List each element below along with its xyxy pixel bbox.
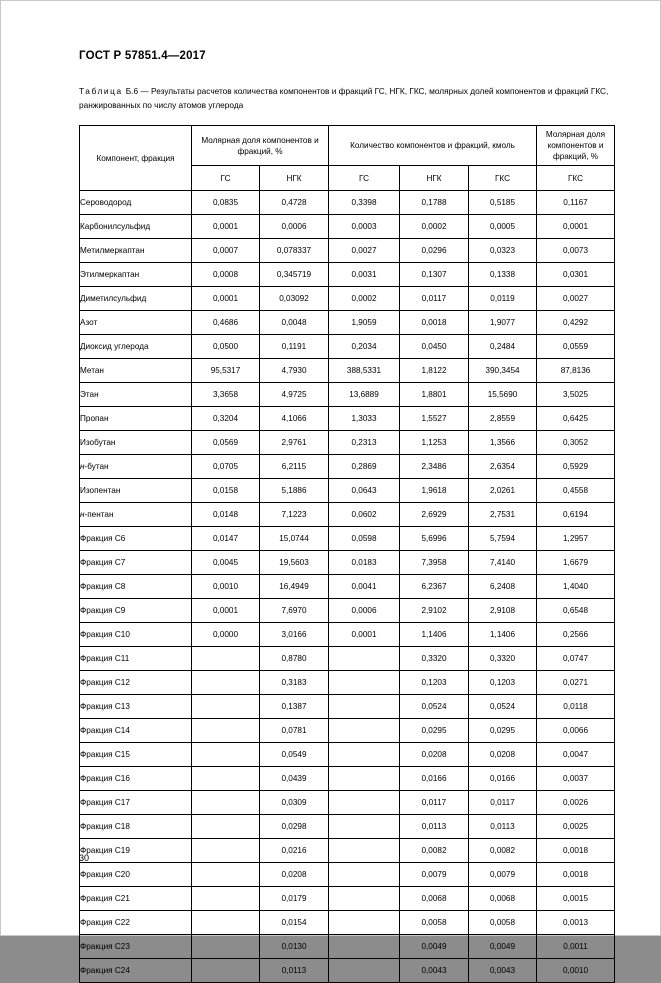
- row-value-3: 0,0183: [329, 551, 400, 575]
- row-value-5: 0,0005: [469, 215, 537, 239]
- row-value-4: 1,8801: [400, 383, 469, 407]
- row-value-2: 16,4949: [260, 575, 329, 599]
- table-row: [80, 959, 615, 983]
- row-value-4: 0,0524: [400, 695, 469, 719]
- row-value-2: 4,1066: [260, 407, 329, 431]
- row-value-2: 0,0298: [260, 815, 329, 839]
- row-value-5: 0,0049: [469, 935, 537, 959]
- row-value-4: 0,0113: [400, 815, 469, 839]
- row-value-1: 0,0010: [192, 575, 260, 599]
- row-value-6: 3,5025: [537, 383, 615, 407]
- row-value-6: 0,2566: [537, 623, 615, 647]
- row-value-3: 0,0003: [329, 215, 400, 239]
- row-value-6: 0,3052: [537, 431, 615, 455]
- header-group-molar-gks: Молярная доля компонентов и фракций, %: [537, 126, 615, 166]
- row-value-4: 0,0082: [400, 839, 469, 863]
- row-value-6: 1,2957: [537, 527, 615, 551]
- row-value-1: [192, 887, 260, 911]
- row-value-5: 0,3320: [469, 647, 537, 671]
- row-value-2: 0,4728: [260, 191, 329, 215]
- row-value-4: 0,0018: [400, 311, 469, 335]
- row-value-2: 15,0744: [260, 527, 329, 551]
- row-value-3: [329, 647, 400, 671]
- row-component-name: Фракция С9: [80, 599, 192, 623]
- table-header-group-row: [80, 126, 615, 166]
- row-value-4: 0,0068: [400, 887, 469, 911]
- table-row: [80, 335, 615, 359]
- row-value-1: [192, 935, 260, 959]
- row-value-5: 0,0079: [469, 863, 537, 887]
- row-value-2: 0,0439: [260, 767, 329, 791]
- row-value-3: [329, 911, 400, 935]
- row-value-3: [329, 839, 400, 863]
- row-value-3: 0,0001: [329, 623, 400, 647]
- row-value-1: 0,0158: [192, 479, 260, 503]
- row-value-2: 0,1191: [260, 335, 329, 359]
- row-component-name: Фракция С7: [80, 551, 192, 575]
- row-value-3: [329, 863, 400, 887]
- row-value-5: 0,0058: [469, 911, 537, 935]
- table-body: [80, 191, 615, 983]
- table-row: [80, 239, 615, 263]
- row-value-3: 0,0002: [329, 287, 400, 311]
- table-row: [80, 359, 615, 383]
- row-value-4: 7,3958: [400, 551, 469, 575]
- row-value-5: 0,2484: [469, 335, 537, 359]
- row-value-2: 7,1223: [260, 503, 329, 527]
- row-value-5: 0,0068: [469, 887, 537, 911]
- row-value-3: 0,3398: [329, 191, 400, 215]
- row-value-4: 0,0002: [400, 215, 469, 239]
- row-value-5: 2,8559: [469, 407, 537, 431]
- row-component-name: Фракция С8: [80, 575, 192, 599]
- row-value-2: 0,0179: [260, 887, 329, 911]
- row-value-3: 0,2034: [329, 335, 400, 359]
- row-value-4: 0,0079: [400, 863, 469, 887]
- row-value-2: 0,1387: [260, 695, 329, 719]
- header-sub-ngk-amount: НГК: [400, 166, 469, 191]
- row-value-1: 0,3204: [192, 407, 260, 431]
- table-row: [80, 575, 615, 599]
- row-value-3: [329, 671, 400, 695]
- row-value-6: 0,0118: [537, 695, 615, 719]
- row-value-5: 15,5690: [469, 383, 537, 407]
- row-value-2: 7,6970: [260, 599, 329, 623]
- row-value-5: 0,0117: [469, 791, 537, 815]
- row-value-3: 0,0643: [329, 479, 400, 503]
- row-value-2: 0,0781: [260, 719, 329, 743]
- row-component-name: Изобутан: [80, 431, 192, 455]
- row-value-2: 0,0154: [260, 911, 329, 935]
- row-value-6: 0,0037: [537, 767, 615, 791]
- row-value-2: 0,0208: [260, 863, 329, 887]
- row-value-2: 4,9725: [260, 383, 329, 407]
- row-value-5: 2,7531: [469, 503, 537, 527]
- row-value-5: 2,9108: [469, 599, 537, 623]
- isomer-prefix: н: [80, 510, 85, 519]
- row-value-6: 1,6679: [537, 551, 615, 575]
- row-value-2: 0,3183: [260, 671, 329, 695]
- row-value-4: 0,0117: [400, 791, 469, 815]
- row-value-6: 0,0559: [537, 335, 615, 359]
- row-component-name: Изопентан: [80, 479, 192, 503]
- table-row: [80, 263, 615, 287]
- table-row: [80, 791, 615, 815]
- row-value-2: 2,9761: [260, 431, 329, 455]
- row-component-name: Фракция С17: [80, 791, 192, 815]
- row-value-5: 1,1406: [469, 623, 537, 647]
- row-value-4: 0,0166: [400, 767, 469, 791]
- row-component-name: Фракция С24: [80, 959, 192, 983]
- header-group-amount: Количество компонентов и фракций, кмоль: [329, 126, 537, 166]
- header-component: Компонент, фракция: [80, 126, 192, 191]
- row-component-name: Сероводород: [80, 191, 192, 215]
- row-value-2: 6,2115: [260, 455, 329, 479]
- table-row: [80, 431, 615, 455]
- row-value-5: 0,0524: [469, 695, 537, 719]
- row-value-1: [192, 863, 260, 887]
- table-row: [80, 767, 615, 791]
- row-component-name: Пропан: [80, 407, 192, 431]
- row-value-1: 0,0705: [192, 455, 260, 479]
- row-value-1: 0,0148: [192, 503, 260, 527]
- row-component-name: н-бутан: [80, 455, 192, 479]
- standard-header: ГОСТ Р 57851.4—2017: [79, 50, 206, 62]
- caption-label: Таблица: [79, 86, 123, 96]
- header-sub-gs-molar: ГС: [192, 166, 260, 191]
- row-value-1: 0,0007: [192, 239, 260, 263]
- row-value-2: 5,1886: [260, 479, 329, 503]
- row-value-1: 0,0000: [192, 623, 260, 647]
- table-row: [80, 503, 615, 527]
- row-component-name: Фракция С11: [80, 647, 192, 671]
- row-component-name: Фракция С16: [80, 767, 192, 791]
- row-value-4: 1,5527: [400, 407, 469, 431]
- row-component-name: Фракция С18: [80, 815, 192, 839]
- row-value-6: 0,4558: [537, 479, 615, 503]
- row-component-name: Азот: [80, 311, 192, 335]
- row-value-4: 0,3320: [400, 647, 469, 671]
- row-component-name: Диоксид углерода: [80, 335, 192, 359]
- row-value-6: 0,0018: [537, 863, 615, 887]
- row-value-5: 0,1203: [469, 671, 537, 695]
- row-value-5: 0,0043: [469, 959, 537, 983]
- table-row: [80, 191, 615, 215]
- table-row: [80, 383, 615, 407]
- row-component-name: Фракция С22: [80, 911, 192, 935]
- row-value-3: [329, 791, 400, 815]
- row-value-5: 2,0261: [469, 479, 537, 503]
- row-value-6: 0,4292: [537, 311, 615, 335]
- row-value-5: 0,0208: [469, 743, 537, 767]
- row-value-2: 3,0166: [260, 623, 329, 647]
- row-component-name: Этилмеркаптан: [80, 263, 192, 287]
- row-value-4: 0,0295: [400, 719, 469, 743]
- row-value-1: 0,0001: [192, 287, 260, 311]
- table-row: [80, 671, 615, 695]
- row-value-5: 0,0323: [469, 239, 537, 263]
- row-value-5: 1,3566: [469, 431, 537, 455]
- row-component-name: Фракция С20: [80, 863, 192, 887]
- row-value-4: 0,1788: [400, 191, 469, 215]
- table-row: [80, 599, 615, 623]
- row-value-2: 4,7930: [260, 359, 329, 383]
- row-value-3: [329, 935, 400, 959]
- row-component-name: Фракция С21: [80, 887, 192, 911]
- row-value-6: 1,4040: [537, 575, 615, 599]
- row-value-6: 0,0013: [537, 911, 615, 935]
- row-value-6: 0,0047: [537, 743, 615, 767]
- row-value-3: 1,9059: [329, 311, 400, 335]
- row-value-6: 0,0010: [537, 959, 615, 983]
- row-component-name: Метилмеркаптан: [80, 239, 192, 263]
- row-value-2: 0,0216: [260, 839, 329, 863]
- row-component-name: Карбонилсульфид: [80, 215, 192, 239]
- row-value-5: 390,3454: [469, 359, 537, 383]
- row-value-1: 0,0147: [192, 527, 260, 551]
- row-component-name: н-пентан: [80, 503, 192, 527]
- row-value-5: 0,0166: [469, 767, 537, 791]
- row-value-3: [329, 695, 400, 719]
- row-value-6: 0,0271: [537, 671, 615, 695]
- row-value-3: 0,2313: [329, 431, 400, 455]
- row-component-name: Фракция С14: [80, 719, 192, 743]
- row-value-3: 388,5331: [329, 359, 400, 383]
- row-value-5: 2,6354: [469, 455, 537, 479]
- row-value-3: 1,3033: [329, 407, 400, 431]
- row-value-5: 1,9077: [469, 311, 537, 335]
- row-value-3: 0,0031: [329, 263, 400, 287]
- table-row: [80, 527, 615, 551]
- row-value-3: [329, 887, 400, 911]
- row-value-2: 0,03092: [260, 287, 329, 311]
- table-row: [80, 935, 615, 959]
- row-value-4: 1,1406: [400, 623, 469, 647]
- row-value-6: 0,0066: [537, 719, 615, 743]
- row-value-4: 6,2367: [400, 575, 469, 599]
- row-value-5: 0,0295: [469, 719, 537, 743]
- header-group-molar-gs-ngk: Молярная доля компонентов и фракций, %: [192, 126, 329, 166]
- row-value-1: [192, 743, 260, 767]
- table-row: [80, 839, 615, 863]
- header-sub-gks-molar: ГКС: [537, 166, 615, 191]
- row-component-name: Фракция С6: [80, 527, 192, 551]
- row-value-3: [329, 743, 400, 767]
- row-value-2: 19,5603: [260, 551, 329, 575]
- table-row: [80, 623, 615, 647]
- row-value-2: 0,0048: [260, 311, 329, 335]
- row-value-1: [192, 791, 260, 815]
- row-value-4: 5,6996: [400, 527, 469, 551]
- row-value-2: 0,0549: [260, 743, 329, 767]
- row-value-3: 0,0602: [329, 503, 400, 527]
- caption-number: Б.6: [125, 86, 139, 96]
- row-value-2: 0,345719: [260, 263, 329, 287]
- row-value-6: 0,0301: [537, 263, 615, 287]
- row-value-1: [192, 671, 260, 695]
- row-value-1: [192, 911, 260, 935]
- table-row: [80, 695, 615, 719]
- row-value-2: 0,0113: [260, 959, 329, 983]
- row-value-6: 0,0073: [537, 239, 615, 263]
- row-value-6: 0,6548: [537, 599, 615, 623]
- row-value-1: [192, 839, 260, 863]
- row-value-4: 0,1307: [400, 263, 469, 287]
- row-value-4: 1,8122: [400, 359, 469, 383]
- row-value-3: 13,6889: [329, 383, 400, 407]
- row-value-1: [192, 695, 260, 719]
- row-value-5: 0,0082: [469, 839, 537, 863]
- row-value-6: 0,0747: [537, 647, 615, 671]
- row-value-6: 87,8136: [537, 359, 615, 383]
- table-row: [80, 311, 615, 335]
- table-row: [80, 719, 615, 743]
- row-value-1: 0,0045: [192, 551, 260, 575]
- row-value-1: [192, 959, 260, 983]
- table-caption: [79, 85, 614, 112]
- row-component-name: Фракция С13: [80, 695, 192, 719]
- row-value-5: 0,0119: [469, 287, 537, 311]
- row-value-6: 0,0027: [537, 287, 615, 311]
- table-row: [80, 479, 615, 503]
- row-value-1: [192, 647, 260, 671]
- row-value-6: 0,5929: [537, 455, 615, 479]
- row-value-3: [329, 959, 400, 983]
- row-value-5: 0,5185: [469, 191, 537, 215]
- caption-text: Результаты расчетов количества компонентов и фракций ГС, НГК, ГКС, молярных долей компонентов и фракций ГКС, ранжированных по числу атомов углерода: [79, 86, 609, 110]
- row-value-6: 0,0018: [537, 839, 615, 863]
- table-row: [80, 215, 615, 239]
- row-component-name: Этан: [80, 383, 192, 407]
- row-value-4: 0,0043: [400, 959, 469, 983]
- row-component-name: Фракция С12: [80, 671, 192, 695]
- row-value-4: 2,3486: [400, 455, 469, 479]
- row-component-name: Фракция С23: [80, 935, 192, 959]
- row-value-6: 0,0025: [537, 815, 615, 839]
- header-sub-gks-amount: ГКС: [469, 166, 537, 191]
- row-value-1: 0,0001: [192, 215, 260, 239]
- row-component-name: Диметилсульфид: [80, 287, 192, 311]
- table-row: [80, 647, 615, 671]
- row-value-2: 0,0130: [260, 935, 329, 959]
- row-value-3: [329, 719, 400, 743]
- row-value-6: 0,0026: [537, 791, 615, 815]
- row-value-4: 0,0049: [400, 935, 469, 959]
- row-value-4: 0,0058: [400, 911, 469, 935]
- page-number: 30: [79, 853, 90, 863]
- row-value-5: 7,4140: [469, 551, 537, 575]
- row-value-6: 0,6194: [537, 503, 615, 527]
- row-value-3: 0,2869: [329, 455, 400, 479]
- row-component-name: Фракция С15: [80, 743, 192, 767]
- row-value-4: 1,9618: [400, 479, 469, 503]
- row-value-1: 0,4686: [192, 311, 260, 335]
- row-value-4: 0,1203: [400, 671, 469, 695]
- row-value-1: 0,0569: [192, 431, 260, 455]
- row-value-1: [192, 815, 260, 839]
- row-value-1: [192, 767, 260, 791]
- results-table: [79, 125, 615, 983]
- row-value-5: 5,7594: [469, 527, 537, 551]
- table-row: [80, 743, 615, 767]
- row-value-4: 2,6929: [400, 503, 469, 527]
- row-value-1: 0,0001: [192, 599, 260, 623]
- row-value-6: 0,6425: [537, 407, 615, 431]
- table-row: [80, 911, 615, 935]
- row-value-3: 0,0027: [329, 239, 400, 263]
- row-value-3: 0,0006: [329, 599, 400, 623]
- row-value-3: 0,0041: [329, 575, 400, 599]
- row-value-4: 0,0450: [400, 335, 469, 359]
- row-value-1: [192, 719, 260, 743]
- table-row: [80, 887, 615, 911]
- header-sub-gs-amount: ГС: [329, 166, 400, 191]
- row-value-2: 0,8780: [260, 647, 329, 671]
- table-row: [80, 815, 615, 839]
- row-value-2: 0,078337: [260, 239, 329, 263]
- table-row: [80, 551, 615, 575]
- table-row: [80, 863, 615, 887]
- row-value-5: 0,1338: [469, 263, 537, 287]
- row-value-3: [329, 815, 400, 839]
- row-value-4: 0,0296: [400, 239, 469, 263]
- row-value-2: 0,0006: [260, 215, 329, 239]
- row-value-5: 6,2408: [469, 575, 537, 599]
- row-value-4: 0,0117: [400, 287, 469, 311]
- row-value-3: 0,0598: [329, 527, 400, 551]
- row-value-6: 0,0001: [537, 215, 615, 239]
- row-value-2: 0,0309: [260, 791, 329, 815]
- table-row: [80, 287, 615, 311]
- caption-dash: —: [140, 86, 149, 96]
- row-value-1: 0,0500: [192, 335, 260, 359]
- row-component-name: Фракция С10: [80, 623, 192, 647]
- row-value-3: [329, 767, 400, 791]
- row-value-6: 0,1167: [537, 191, 615, 215]
- row-value-6: 0,0011: [537, 935, 615, 959]
- table-row: [80, 407, 615, 431]
- row-value-4: 1,1253: [400, 431, 469, 455]
- table-row: [80, 455, 615, 479]
- row-value-5: 0,0113: [469, 815, 537, 839]
- row-value-1: 3,3658: [192, 383, 260, 407]
- row-value-4: 0,0208: [400, 743, 469, 767]
- row-value-1: 95,5317: [192, 359, 260, 383]
- row-value-6: 0,0015: [537, 887, 615, 911]
- isomer-prefix: н: [80, 462, 85, 471]
- row-value-4: 2,9102: [400, 599, 469, 623]
- row-value-1: 0,0835: [192, 191, 260, 215]
- table-head: [80, 126, 615, 191]
- row-component-name: Метан: [80, 359, 192, 383]
- row-component-name: Фракция С19: [80, 839, 192, 863]
- row-value-1: 0,0008: [192, 263, 260, 287]
- header-sub-ngk-molar: НГК: [260, 166, 329, 191]
